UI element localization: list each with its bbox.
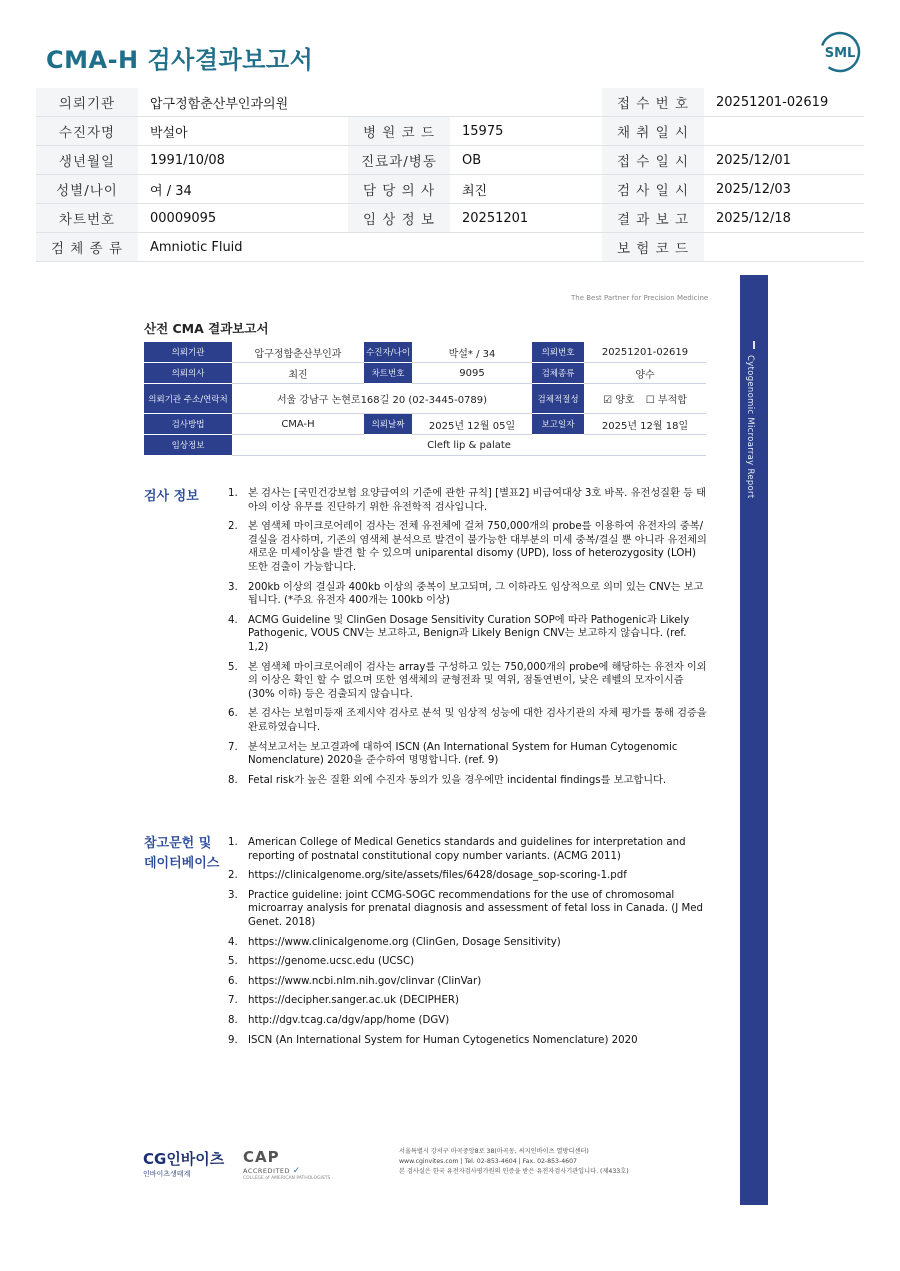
- info-key: 의뢰기관 주소/연락처: [144, 384, 232, 414]
- info-key: 임상정보: [144, 435, 232, 456]
- report-title: CMA-H 검사결과보고서: [46, 46, 314, 74]
- item-text: https://decipher.sanger.ac.uk (DECIPHER): [248, 995, 459, 1007]
- list-item: [228, 707, 708, 734]
- item-text: 200kb 이상의 결실과 400kb 이상의 중복이 보고되며, 그 이하라도 임상적으로 의미 있는 CNV는 보고됩니다. (*주요 유전자 400개는 100kb 이상): [248, 581, 704, 607]
- adequate-checkbox: ☑ 양호: [603, 395, 635, 406]
- info-value: 박설* / 34: [412, 342, 532, 363]
- item-number: 2.: [228, 521, 238, 533]
- list-item: [228, 936, 708, 950]
- header-key: 수진자명: [36, 117, 138, 146]
- info-row: [144, 342, 706, 363]
- info-value: 2025년 12월 18일: [584, 414, 706, 435]
- cap-org-text: COLLEGE of AMERICAN PATHOLOGISTS: [243, 1176, 331, 1181]
- info-key: 의뢰번호: [532, 342, 584, 363]
- item-text: ACMG Guideline 및 ClinGen Dosage Sensitivity Curation SOP에 따라 Pathogenic과 Likely Pathogenic, VOUS CNV는 보고하고, Benign과 Likely Benign CNV는 보고하지 않습니다. (ref. 1,2): [248, 614, 690, 653]
- list-item: [228, 975, 708, 989]
- item-text: 본 검사는 보험미등재 조제시약 검사로 분석 및 임상적 성능에 대한 검사기관의 자체 평가를 통해 검증을 완료하였습니다.: [248, 708, 707, 733]
- list-item: [228, 614, 708, 655]
- item-text: 본 염색체 마이크로어레이 검사는 전체 유전체에 걸쳐 750,000개의 probe를 이용하여 유전자의 중복/결실을 검사하며, 기존의 염색체 분석으로 발견이 불가능한 대부분의 미세 중복/결실 뿐 아니라 유전체의 새로운 미세이상을 발견 할 수 있으며 uniparental disomy (UPD), loss of heterozygosity (LOH) 또한 검출이 가능합니다.: [248, 521, 707, 573]
- info-key: 차트번호: [364, 363, 412, 384]
- header-value: 2025/12/03: [704, 175, 864, 204]
- header-key: 진료과/병동: [348, 146, 450, 175]
- info-value: CMA-H: [232, 414, 364, 435]
- item-text: 본 염색체 마이크로어레이 검사는 array를 구성하고 있는 750,000개의 probe에 해당하는 유전자 이외의 이상은 확인 할 수 없으며 또한 염색체의 균형전좌 및 역위, 점돌연변이, 낮은 레벨의 모자이시즘 (30% 이하) 등은 검출되지 않습니다.: [248, 661, 707, 700]
- header-key: 담 당 의 사: [348, 175, 450, 204]
- header-value: 2025/12/01: [704, 146, 864, 175]
- item-number: 9.: [228, 1034, 238, 1046]
- list-item: [228, 955, 708, 969]
- item-number: 2.: [228, 870, 238, 882]
- list-item: [228, 836, 708, 863]
- item-number: 5.: [228, 956, 238, 968]
- list-item: [228, 661, 708, 702]
- header-key: 생년월일: [36, 146, 138, 175]
- header-row: [36, 146, 864, 175]
- header-row: [36, 117, 864, 146]
- header-value: 20251201-02619: [704, 88, 864, 117]
- item-text: 분석보고서는 보고결과에 대하여 ISCN (An International System for Human Cytogenomic Nomenclature) 2020을 준수하여 명명합니다. (ref. 9): [248, 741, 678, 767]
- item-number: 3.: [228, 581, 238, 593]
- item-number: 7.: [228, 741, 238, 753]
- info-key: 수진자/나이: [364, 342, 412, 363]
- header-value: 최진: [450, 175, 602, 204]
- report-subtitle: 산전 CMA 결과보고서: [144, 321, 269, 336]
- item-number: 8.: [228, 774, 238, 786]
- header-key: 성별/나이: [36, 175, 138, 204]
- header-row: [36, 204, 864, 233]
- inadequate-checkbox: ☐ 부적합: [645, 395, 687, 406]
- header-row: [36, 175, 864, 204]
- list-item: [228, 869, 708, 883]
- header-value: 15975: [450, 117, 602, 146]
- item-text: American College of Medical Genetics standards and guidelines for interpretation and reporting of postnatal constitutional copy number variants. (ACMG 2011): [248, 837, 686, 862]
- list-item: [228, 774, 708, 788]
- check-icon: ✓: [292, 1166, 301, 1176]
- item-number: 3.: [228, 889, 238, 901]
- cap-text: CAP: [243, 1148, 280, 1166]
- header-key: 접 수 일 시: [602, 146, 704, 175]
- list-item: [228, 487, 708, 514]
- header-key: 의뢰기관: [36, 88, 138, 117]
- header-key: 채 취 일 시: [602, 117, 704, 146]
- header-row: [36, 233, 864, 262]
- header-value: 1991/10/08: [138, 146, 348, 175]
- report-sidebar: [740, 275, 768, 1205]
- header-key: 접 수 번 호: [602, 88, 704, 117]
- header-key: 검 체 종 류: [36, 233, 138, 262]
- item-text: https://www.ncbi.nlm.nih.gov/clinvar (ClinVar): [248, 975, 482, 987]
- list-item: [228, 741, 708, 768]
- info-key: 검사방법: [144, 414, 232, 435]
- references-list: [228, 836, 708, 1053]
- info-value: 최진: [232, 363, 364, 384]
- item-text: https://www.clinicalgenome.org (ClinGen, Dosage Sensitivity): [248, 936, 561, 948]
- brand-name: CG인바이츠: [143, 1150, 225, 1168]
- contact-line: www.cginvites.com | Tel. 02-853-4604 | Fax. 02-853-4607: [399, 1158, 577, 1165]
- item-text: Practice guideline: joint CCMG-SOGC recommendations for the use of chromosomal microarray analysis for prenatal diagnosis and assessment of fetal loss in Canada. (J Med Genet. 2018): [248, 889, 703, 928]
- item-number: 4.: [228, 614, 238, 626]
- header-key: 임 상 정 보: [348, 204, 450, 233]
- header-key: 보 험 코 드: [602, 233, 704, 262]
- header-value: 여 / 34: [138, 175, 348, 204]
- info-row: [144, 384, 706, 414]
- item-number: 7.: [228, 995, 238, 1007]
- header-key: 차트번호: [36, 204, 138, 233]
- item-number: 4.: [228, 936, 238, 948]
- sidebar-title: Cytogenomic Microarray Report: [745, 355, 755, 499]
- heading-line: 데이터베이스: [144, 856, 220, 871]
- info-value: 20251201-02619: [584, 342, 706, 363]
- sml-logo-icon: [818, 30, 862, 74]
- info-key: 의뢰기관: [144, 342, 232, 363]
- list-item: [228, 1014, 708, 1028]
- info-key: 의뢰날짜: [364, 414, 412, 435]
- item-text: http://dgv.tcag.ca/dgv/app/home (DGV): [248, 1014, 450, 1026]
- item-text: ISCN (An International System for Human Cytogenetics Nomenclature) 2020: [248, 1034, 638, 1046]
- info-value: 양수: [584, 363, 706, 384]
- item-text: https://clinicalgenome.org/site/assets/files/6428/dosage_sop-scoring-1.pdf: [248, 870, 627, 882]
- item-number: 1.: [228, 837, 238, 848]
- patient-info-table: [144, 342, 706, 456]
- header-value: Amniotic Fluid: [138, 233, 602, 262]
- info-key: 검체적절성: [532, 384, 584, 414]
- cg-invites-logo: [143, 1148, 224, 1179]
- info-value: Cleft lip & palate: [232, 435, 706, 456]
- test-info-list: [228, 487, 708, 793]
- item-number: 8.: [228, 1014, 238, 1026]
- item-number: 6.: [228, 975, 238, 987]
- heading-line: 참고문헌 및: [144, 836, 212, 851]
- specimen-adequacy: [584, 384, 706, 414]
- sidebar-marker: [753, 341, 755, 349]
- item-text: 본 검사는 [국민건강보험 요양급여의 기준에 관한 규칙] [별표2] 비급여대상 3호 바목. 유전성질환 등 태아의 이상 유무를 진단하기 위한 유전학적 검사입니다.: [248, 488, 706, 513]
- list-item: [228, 1034, 708, 1048]
- address-line: 서울특별시 강서구 마곡중앙8로 38(마곡동, 씨지인바이츠 열방디센터): [399, 1148, 589, 1155]
- logo-text: SML: [824, 46, 856, 61]
- cap-accredited-text: ACCREDITED ✓: [243, 1166, 301, 1176]
- item-number: 1.: [228, 488, 238, 499]
- info-key: 검체종류: [532, 363, 584, 384]
- list-item: [228, 889, 708, 930]
- info-row: [144, 435, 706, 456]
- tagline: The Best Partner for Precision Medicine: [571, 294, 709, 302]
- cap-accredited-logo: [243, 1148, 330, 1181]
- header-value: 00009095: [138, 204, 348, 233]
- info-key: 보고일자: [532, 414, 584, 435]
- header-row: [36, 88, 864, 117]
- footer-address: [399, 1147, 629, 1177]
- header-value: 20251201: [450, 204, 602, 233]
- header-value: 박설아: [138, 117, 348, 146]
- info-row: [144, 363, 706, 384]
- brand-subtitle: 인바이츠생태계: [143, 1170, 191, 1178]
- header-key: 결 과 보 고: [602, 204, 704, 233]
- header-key: 검 사 일 시: [602, 175, 704, 204]
- info-value: 압구정함춘산부인과: [232, 342, 364, 363]
- info-row: [144, 414, 706, 435]
- info-key: 의뢰의사: [144, 363, 232, 384]
- header-value: [704, 117, 864, 146]
- list-item: [228, 581, 708, 608]
- item-text: https://genome.ucsc.edu (UCSC): [248, 956, 415, 968]
- list-item: [228, 520, 708, 574]
- certification-line: 본 검사실은 한국 유전자검사평가원의 인증을 받은 유전자검사기관입니다. (제433호): [399, 1168, 629, 1175]
- list-item: [228, 994, 708, 1008]
- header-value: 압구정함춘산부인과의원: [138, 88, 602, 117]
- header-value: 2025/12/18: [704, 204, 864, 233]
- header-value: OB: [450, 146, 602, 175]
- info-value: 2025년 12월 05일: [412, 414, 532, 435]
- info-value: 9095: [412, 363, 532, 384]
- item-text: Fetal risk가 높은 질환 외에 수진자 동의가 있을 경우에만 incidental findings를 보고합니다.: [248, 774, 667, 786]
- item-number: 6.: [228, 708, 238, 720]
- header-value: [704, 233, 864, 262]
- item-number: 5.: [228, 661, 238, 673]
- section-heading-references: [144, 834, 219, 874]
- header-key: 병 원 코 드: [348, 117, 450, 146]
- info-value: 서울 강남구 논현로168길 20 (02-3445-0789): [232, 384, 532, 414]
- section-heading-test-info: 검사 정보: [144, 489, 199, 504]
- header-info-table: [36, 88, 864, 262]
